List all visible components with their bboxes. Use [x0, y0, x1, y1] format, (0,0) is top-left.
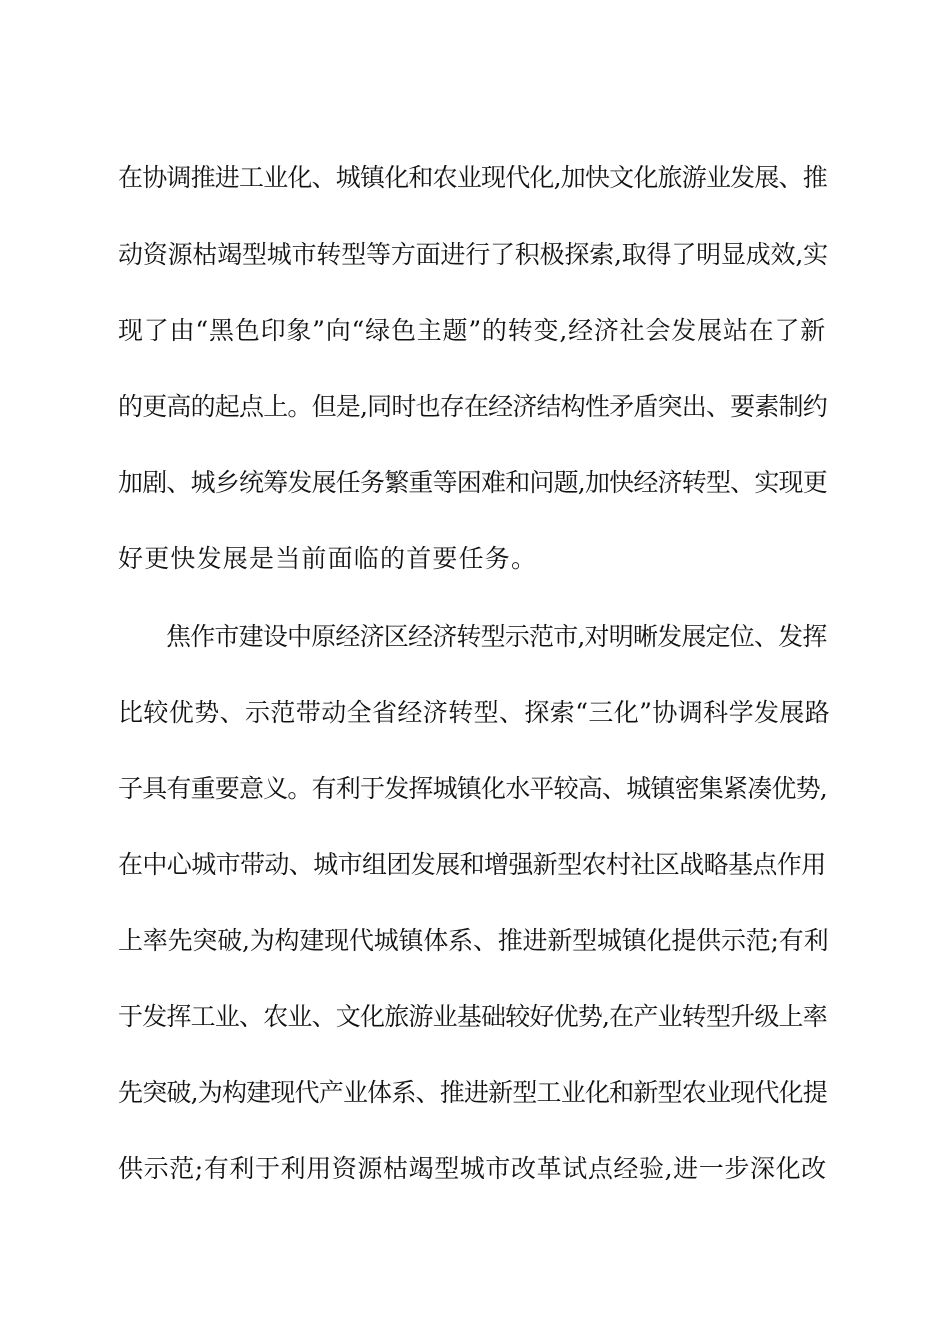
text-line: 的更高的起点上。但是,同时也存在经济结构性矛盾突出、要素制约 [118, 392, 827, 421]
text-line: 先突破,为构建现代产业体系、推进新型工业化和新型农业现代化提 [118, 1078, 827, 1107]
text-line: 比较优势、示范带动全省经济转型、探索“三化”协调科学发展路 [118, 698, 831, 727]
text-line: 子具有重要意义。有利于发挥城镇化水平较高、城镇密集紧凑优势, [118, 774, 827, 803]
text-line: 上率先突破,为构建现代城镇体系、推进新型城镇化提供示范;有利 [118, 926, 829, 955]
text-line: 现了由“黑色印象”向“绿色主题”的转变,经济社会发展站在了新 [118, 316, 827, 345]
text-line: 于发挥工业、农业、文化旅游业基础较好优势,在产业转型升级上率 [118, 1002, 827, 1031]
text-line: 在中心城市带动、城市组团发展和增强新型农村社区战略基点作用 [118, 850, 826, 879]
text-line: 供示范;有利于利用资源枯竭型城市改革试点经验,进一步深化改 [118, 1154, 827, 1183]
paragraph-first-line: 焦作市建设中原经济区经济转型示范市,对明晰发展定位、发挥 [166, 622, 827, 651]
text-line: 好更快发展是当前面临的首要任务。 [118, 544, 538, 573]
text-line: 在协调推进工业化、城镇化和农业现代化,加快文化旅游业发展、推 [118, 163, 827, 192]
text-line: 加剧、城乡统筹发展任务繁重等困难和问题,加快经济转型、实现更 [118, 468, 827, 497]
text-line: 动资源枯竭型城市转型等方面进行了积极探索,取得了明显成效,实 [118, 240, 828, 269]
